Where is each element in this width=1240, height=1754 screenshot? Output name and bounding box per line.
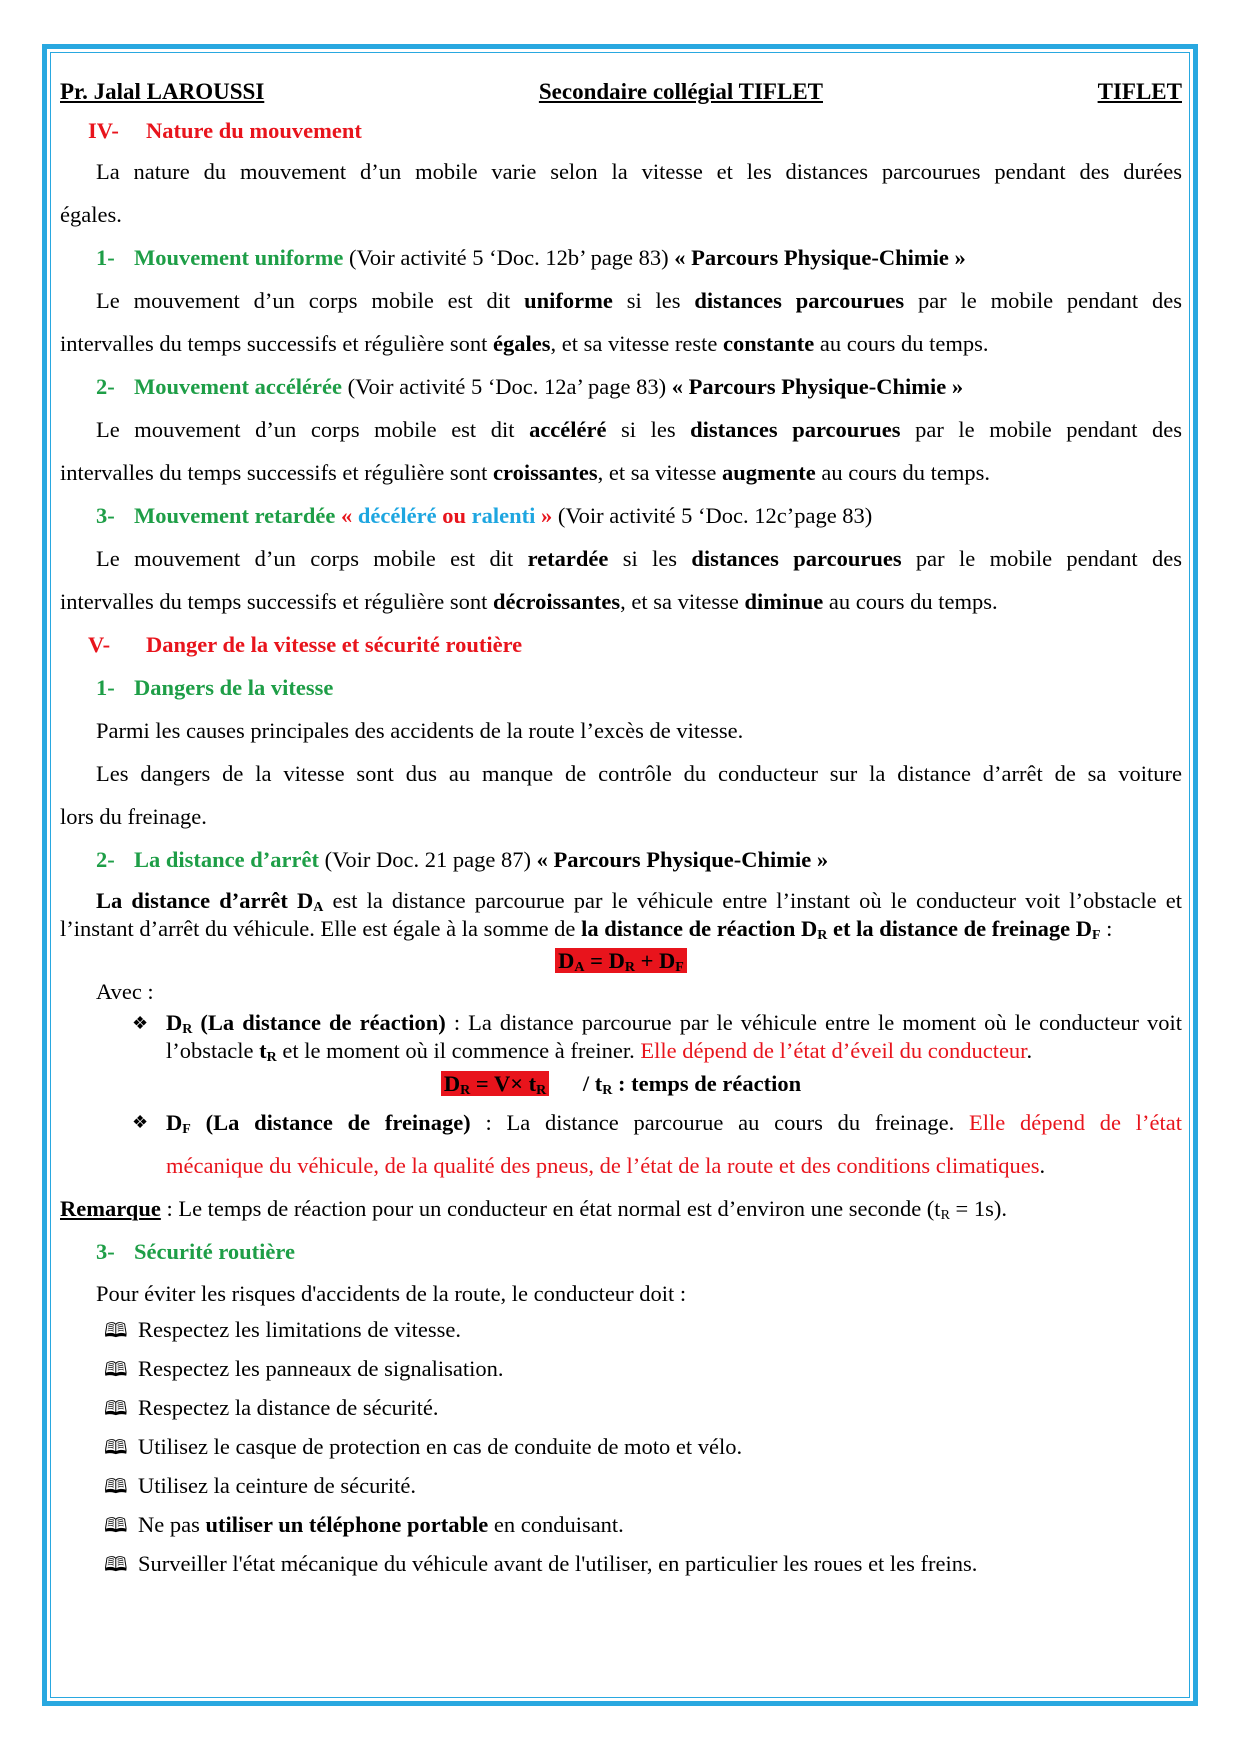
uniform-text-1: Le mouvement d’un corps mobile est dit uniforme si les distances parcourues par le mobile pendant des	[96, 288, 1182, 313]
uniform-text-2: intervalles du temps successifs et régulière sont égales, et sa vitesse reste constante au cours du temps.	[60, 331, 989, 356]
list-item: 🕮 Respectez la distance de sécurité.	[104, 1388, 1182, 1427]
road-safety-intro: Pour éviter les risques d'accidents de la route, le conducteur doit :	[96, 1281, 687, 1306]
retarded-text-2: intervalles du temps successifs et régulière sont décroissantes, et sa vitesse diminue au cours du temps.	[60, 589, 998, 614]
retarded-text-1: Le mouvement d’un corps mobile est dit retardée si les distances parcourues par le mobile pendant des	[96, 546, 1182, 571]
list-item: 🕮 Ne pas utiliser un téléphone portable en conduisant.	[104, 1505, 1182, 1544]
avec-label: Avec :	[96, 979, 154, 1004]
book-icon: 🕮	[104, 1320, 128, 1342]
list-item: 🕮 Respectez les limitations de vitesse.	[104, 1311, 1182, 1349]
accelerated-text-1: Le mouvement d’un corps mobile est dit accéléré si les distances parcourues par le mobile pendant des	[96, 417, 1183, 442]
section-iv-intro: La nature du mouvement d’un mobile varie selon la vitesse et les distances parcourues pendant des durées	[96, 159, 1182, 184]
section-iv-heading: IV- Nature du mouvement	[88, 118, 362, 143]
braking-distance-item: ❖ $D_F$ (La distance de freinage) : La distance parcourue au cours du freinage. Elle dépend de l’état mécanique du véhicule, de la qualité des pneus, de l’état de la route et des conditions climatiques.	[60, 1101, 1182, 1187]
section-iv-intro-end: égales.	[60, 202, 122, 227]
book-icon: 🕮	[104, 1398, 128, 1420]
document-content	[60, 72, 1182, 1583]
subsection-road-safety-heading: 3- Sécurité routière	[96, 1239, 295, 1264]
book-icon: 🕮	[104, 1359, 128, 1381]
header-school: Secondaire collégial TIFLET	[538, 79, 823, 104]
book-icon: 🕮	[104, 1476, 128, 1498]
section-v-heading: V- Danger de la vitesse et sécurité routière	[88, 632, 523, 657]
list-item: 🕮 Utilisez le casque de protection en cas de conduite de moto et vélo.	[104, 1427, 1182, 1466]
dangers-text-2: Les dangers de la vitesse sont dus au manque de contrôle du conducteur sur la distance d’arrêt de sa voiture	[96, 761, 1182, 786]
header-city: TIFLET	[1097, 79, 1182, 104]
list-item: 🕮 Respectez les panneaux de signalisation.	[104, 1349, 1182, 1388]
subsection-stopping-distance-heading: 2- La distance d’arrêt (Voir Doc. 21 page 87) « Parcours Physique-Chimie »	[96, 847, 829, 872]
accelerated-text-2: intervalles du temps successifs et régulière sont croissantes, et sa vitesse augmente au cours du temps.	[60, 460, 991, 485]
remark: Remarque : Le temps de réaction pour un conducteur en état normal est d’environ une seconde $(t_R = 1s)$.	[60, 1196, 1007, 1223]
book-icon: 🕮	[104, 1554, 128, 1576]
reaction-distance-item: ❖ $D_R$ (La distance de réaction) : La distance parcourue par le véhicule entre le moment où le conducteur voit l’obstacle $t_R$ et le moment où il commence à freiner. Elle dépend de l’état d’éveil du conducteur.	[132, 1010, 1182, 1065]
dangers-text-3: lors du freinage.	[60, 804, 207, 829]
subsection-retarded-heading: 3- Mouvement retardée « décéléré ou ralenti » (Voir activité 5 ‘Doc. 12c’page 83)	[96, 503, 873, 528]
list-item: 🕮 Surveiller l'état mécanique du véhicule avant de l'utiliser, en particulier les roues et les freins.	[104, 1544, 1182, 1583]
book-icon: 🕮	[104, 1515, 128, 1537]
book-icon: 🕮	[104, 1437, 128, 1459]
reaction-distance-formula: $D_R = V\times t_R / t_R$ : temps de réaction	[60, 1067, 1182, 1101]
page-header	[60, 72, 1182, 112]
header-author: Pr. Jalal LAROUSSI	[60, 79, 265, 104]
subsection-uniform-heading: 1- Mouvement uniforme (Voir activité 5 ‘Doc. 12b’ page 83) « Parcours Physique-Chimie »	[96, 245, 966, 270]
dangers-text-1: Parmi les causes principales des accidents de la route l’excès de vitesse.	[96, 718, 744, 743]
stopping-distance-formula: $D_A = D_R + D_F$	[60, 945, 1182, 977]
diamond-bullet-icon: ❖	[132, 1013, 149, 1033]
safety-list	[60, 1311, 1182, 1583]
subsection-dangers-heading: 1- Dangers de la vitesse	[96, 675, 334, 700]
list-item: 🕮 Utilisez la ceinture de sécurité.	[104, 1466, 1182, 1505]
diamond-bullet-icon: ❖	[132, 1112, 149, 1132]
stopping-distance-definition: La distance d’arrêt $D_A$ est la distance parcourue par le véhicule entre l’instant où le conducteur voit l’obstacle et l’instant d’arrêt du véhicule. Elle est égale à la somme de la distance de réaction $D_R$ et la distance de freinage $D_F$ :	[60, 888, 1182, 943]
subsection-accelerated-heading: 2- Mouvement accélérée (Voir activité 5 ‘Doc. 12a’ page 83) « Parcours Physique-Chimie »	[96, 374, 964, 399]
